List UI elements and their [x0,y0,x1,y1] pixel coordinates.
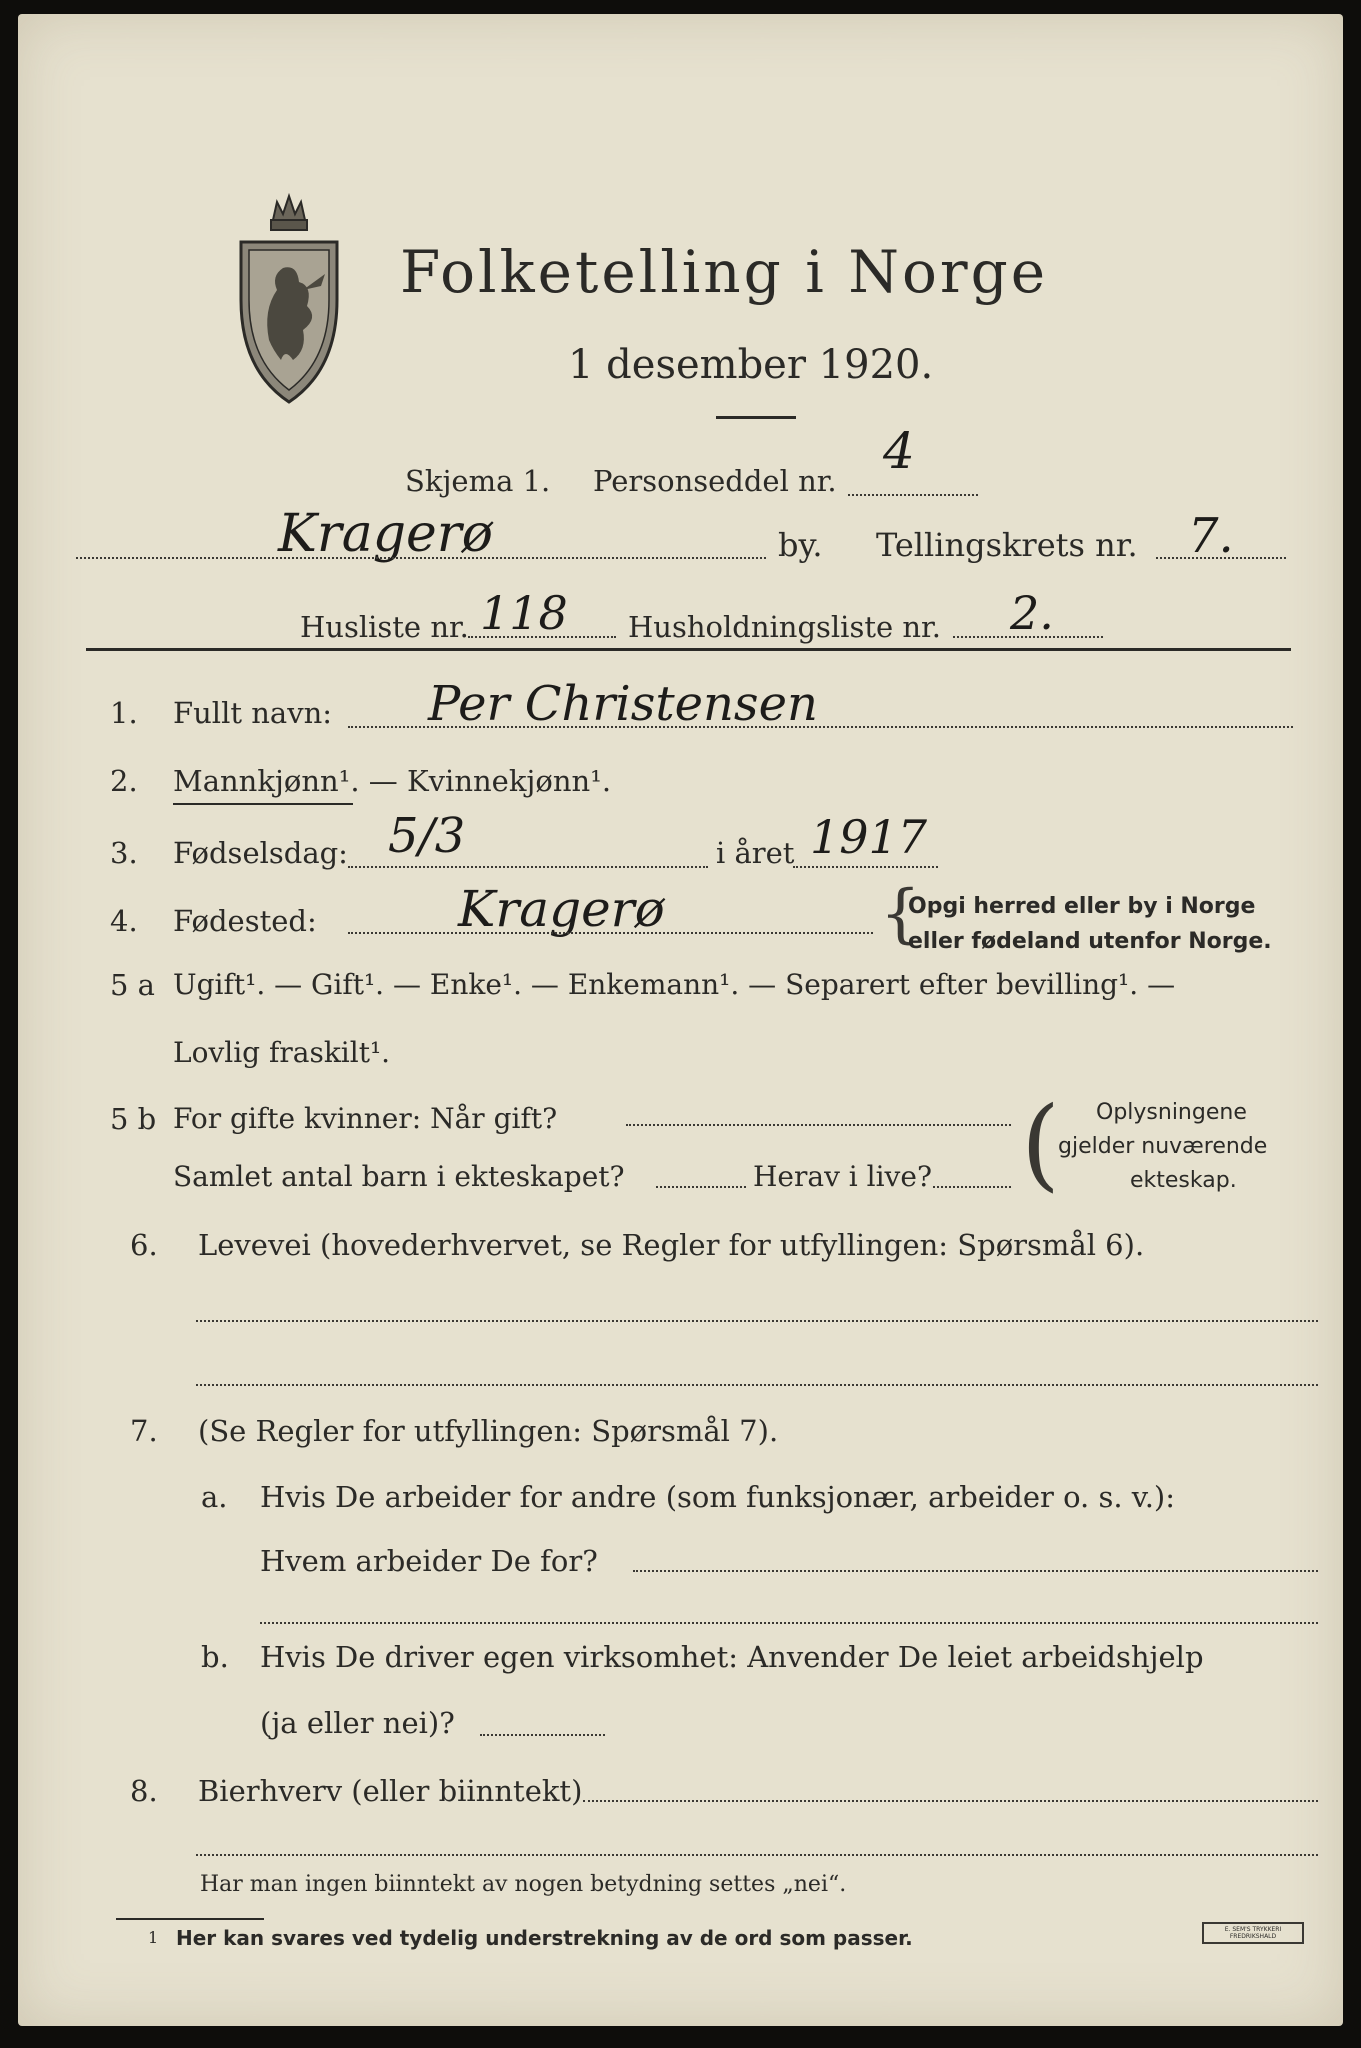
birth-year-value: 1917 [810,810,928,864]
footnote-rule [116,1918,264,1920]
q3-label: Fødselsdag: [173,836,348,870]
employer-line2 [260,1622,1318,1624]
employer-line [633,1570,1318,1572]
full-name-line [348,726,1293,728]
q5a-number: 5 a [110,968,155,1002]
q3-number: 3. [110,836,138,870]
q1-label: Fullt navn: [173,696,333,730]
q7b-letter: b. [201,1640,229,1674]
q7-number: 7. [130,1414,158,1448]
tellingskrets-label: Tellingskrets nr. [876,526,1138,564]
skjema-label: Skjema 1. [405,464,551,498]
q7a-line1: Hvis De arbeider for andre (som funksjonær, arbeider o. s. v.): [260,1480,1176,1514]
city-line [76,557,766,559]
q7b-line1: Hvis De driver egen virksomhet: Anvender De leiet arbeidshjelp [260,1640,1204,1674]
q8-label: Bierhverv (eller biinntekt) [198,1774,583,1808]
q7a-letter: a. [201,1480,228,1514]
birthplace-line [348,932,873,934]
q5a-line2: Lovlig fraskilt¹. [173,1036,391,1069]
side-income-line2 [196,1854,1318,1856]
husliste-value: 118 [480,586,568,640]
q5b-alive-label: Herav i live? [753,1160,932,1193]
husholdning-value: 2. [1010,586,1054,640]
q5b-line1: For gifte kvinner: Når gift? [173,1102,558,1135]
married-date-line [626,1124,1011,1126]
q8-number: 8. [130,1774,158,1808]
q1-number: 1. [110,696,138,730]
q5b-note2: gjelder nuværende [1058,1134,1268,1159]
census-date: 1 desember 1920. [568,342,934,388]
q6-label: Levevei (hovederhvervet, se Regler for utfyllingen: Spørsmål 6). [198,1228,1145,1262]
hired-help-line [480,1734,605,1736]
q4-note-line1: Opgi herred eller by i Norge [908,894,1256,919]
occupation-line2 [196,1384,1318,1386]
form-title: Folketelling i Norge [400,238,1049,306]
husholdning-label: Husholdningsliste nr. [628,610,941,644]
tellingskrets-value: 7. [1188,508,1234,564]
no-income-note: Har man ingen biinntekt av nogen betydning settes „nei“. [200,1872,847,1897]
birthday-line [348,866,708,868]
footnote-mark: 1 [148,1928,159,1947]
husliste-line [468,636,616,638]
by-label: by. [778,526,823,564]
birthplace-value: Kragerø [458,880,665,938]
birthday-value: 5/3 [388,808,466,864]
side-income-line [583,1800,1318,1802]
children-count-line [656,1186,746,1188]
census-form [18,14,1343,2026]
husholdning-line [953,636,1103,638]
gender-underline [173,803,353,805]
q5b-note1: Oplysningene [1096,1100,1247,1125]
q4-number: 4. [110,904,138,938]
q2-number: 2. [110,764,138,798]
full-name-value: Per Christensen [428,676,818,732]
q2-label: Mannkjønn¹. — Kvinnekjønn¹. [173,764,612,798]
printer-stamp [1202,1922,1304,1944]
q5b-note-brace: ( [1021,1085,1061,1202]
footnote-text: Her kan svares ved tydelig understrekning av de ord som passer. [176,1926,913,1950]
coat-of-arms-icon [233,190,345,408]
occupation-line1 [196,1320,1318,1322]
personseddel-value: 4 [883,422,915,480]
tellingskrets-line [1156,557,1286,559]
title-divider [716,416,796,419]
q5a-line1: Ugift¹. — Gift¹. — Enke¹. — Enkemann¹. — Separert efter bevilling¹. — [173,968,1176,1001]
birth-year-line [793,866,938,868]
q7a-line2: Hvem arbeider De for? [260,1544,598,1578]
q6-number: 6. [130,1228,158,1262]
q5b-number: 5 b [110,1102,157,1136]
husliste-label: Husliste nr. [300,610,469,644]
q5b-note3: ekteskap. [1130,1168,1237,1193]
printer-stamp-text: E. SEM'S TRYKKERI FREDRIKSHALD [1224,1926,1282,1940]
children-alive-line [933,1186,1011,1188]
header-rule [86,648,1291,651]
q7b-line2: (ja eller nei)? [260,1706,455,1740]
q4-label: Fødested: [173,904,317,938]
personseddel-line [848,494,978,496]
q4-note-line2: eller fødeland utenfor Norge. [908,929,1272,954]
q7-label: (Se Regler for utfyllingen: Spørsmål 7). [198,1414,779,1448]
q5b-children-label: Samlet antal barn i ekteskapet? [173,1160,625,1193]
city-value: Kragerø [278,504,493,564]
q4-note-brace: { [880,877,921,951]
year-label: i året [716,836,795,870]
personseddel-label: Personseddel nr. [593,464,837,498]
